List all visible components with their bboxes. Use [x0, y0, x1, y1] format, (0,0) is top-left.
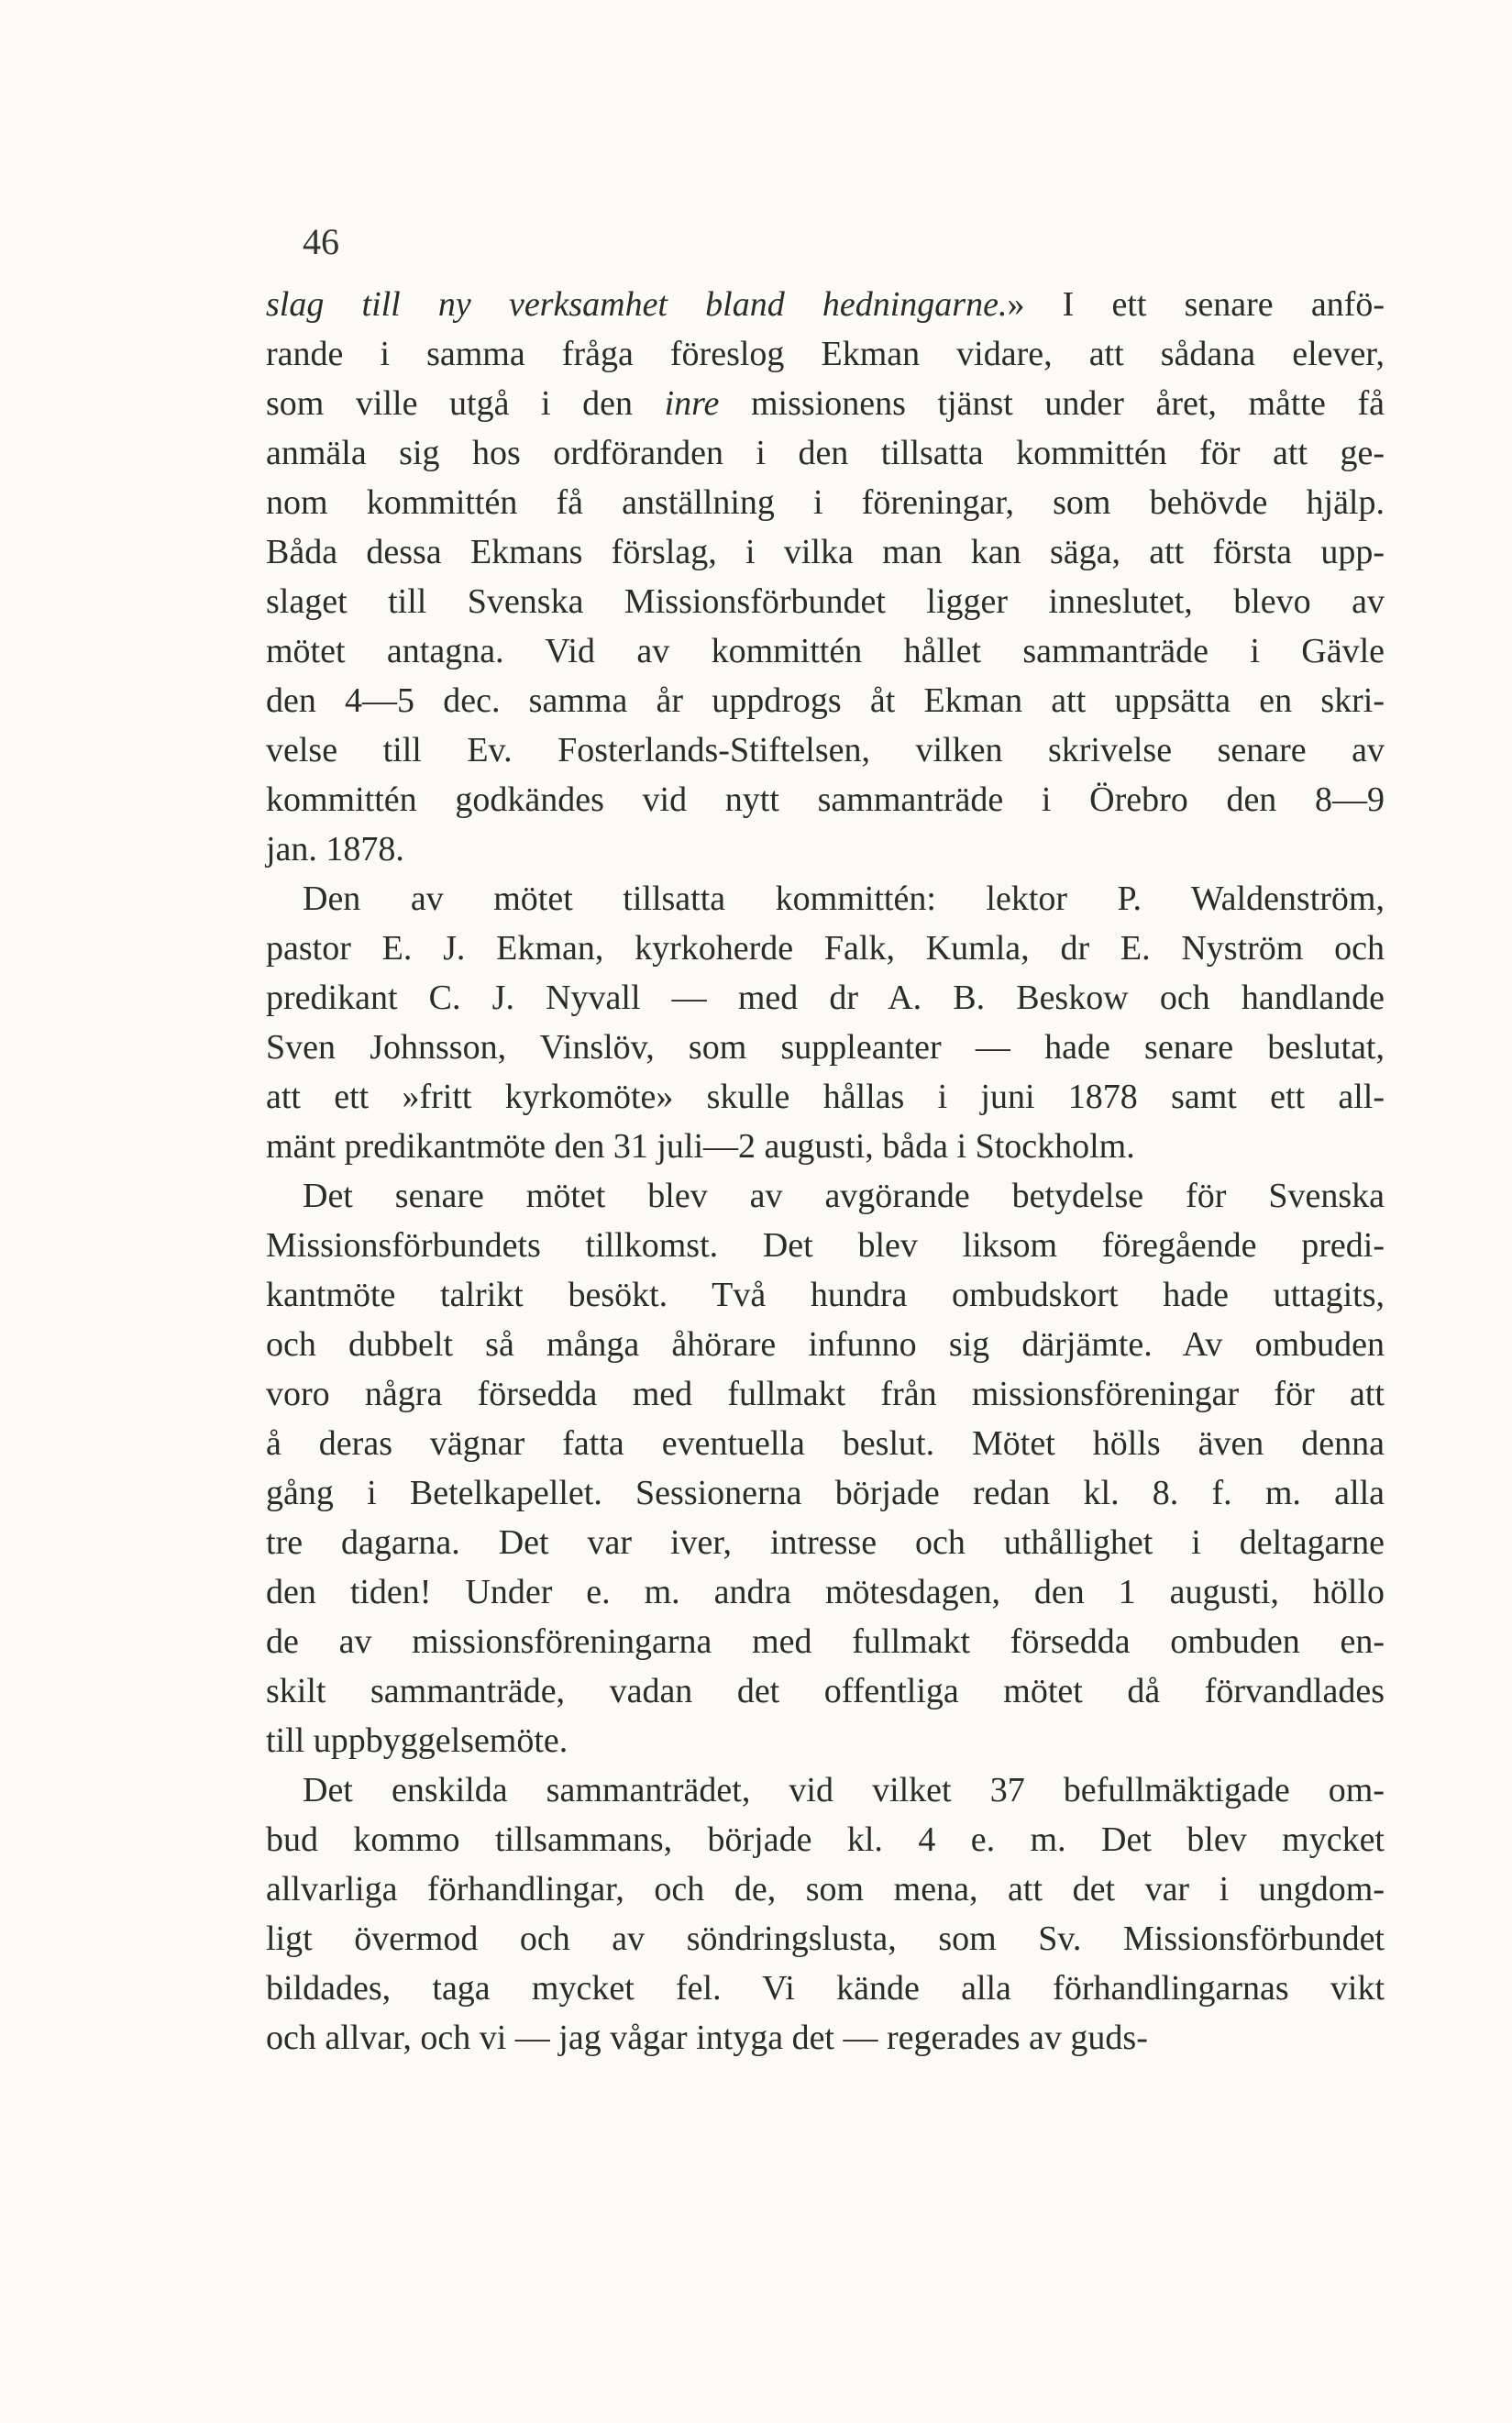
- text-line: [266, 824, 1385, 874]
- italic-text: inre: [664, 384, 720, 423]
- text-line: [266, 379, 1385, 428]
- text-line: [266, 1666, 1385, 1716]
- page-number: 46: [303, 221, 339, 262]
- text-line: [266, 1567, 1385, 1617]
- text-run: missionens tjänst under året, måtte få: [719, 384, 1385, 423]
- text-line: [266, 280, 1385, 329]
- paragraph: [266, 1765, 1385, 2063]
- text-run: å deras vägnar fatta eventuella beslut. Mötet hölls även denna: [266, 1424, 1385, 1463]
- text-run: mänt predikantmöte den 31 juli—2 augusti, båda i Stockholm.: [266, 1127, 1135, 1166]
- text-run: tre dagarna. Det var iver, intresse och uthållighet i deltagarne: [266, 1523, 1385, 1562]
- text-line: [266, 1815, 1385, 1864]
- text-run: kommittén godkändes vid nytt sammanträde i Örebro den 8—9: [266, 780, 1385, 819]
- text-run: jan. 1878.: [266, 830, 404, 869]
- text-run: gång i Betelkapellet. Sessionerna började redan kl. 8. f. m. alla: [266, 1474, 1385, 1512]
- text-line: [266, 676, 1385, 725]
- text-run: bildades, taga mycket fel. Vi kände alla förhandlingarnas vikt: [266, 1969, 1385, 2008]
- body-text: [266, 280, 1385, 2063]
- text-run: den 4—5 dec. samma år uppdrogs åt Ekman att uppsätta en skri-: [266, 681, 1385, 720]
- text-line: [266, 1270, 1385, 1320]
- text-line: [266, 2013, 1385, 2063]
- text-line: [266, 775, 1385, 824]
- text-line: [266, 527, 1385, 577]
- text-line: [266, 577, 1385, 626]
- text-run: Båda dessa Ekmans förslag, i vilka man kan säga, att första upp-: [266, 533, 1385, 571]
- text-line: [266, 1122, 1385, 1171]
- text-run: predikant C. J. Nyvall — med dr A. B. Beskow och handlande: [266, 979, 1385, 1017]
- text-line: [266, 428, 1385, 478]
- text-run: bud kommo tillsammans, började kl. 4 e. m. Det blev mycket: [266, 1820, 1385, 1859]
- text-line: [266, 1914, 1385, 1964]
- text-run: mötet antagna. Vid av kommittén hållet sammanträde i Gävle: [266, 632, 1385, 670]
- text-line: [266, 1864, 1385, 1914]
- text-line: [266, 1320, 1385, 1369]
- text-line: [266, 1617, 1385, 1666]
- text-line: [266, 1765, 1385, 1815]
- text-run: kantmöte talrikt besökt. Två hundra ombudskort hade uttagits,: [266, 1276, 1385, 1314]
- text-line: [266, 725, 1385, 775]
- text-run: anmäla sig hos ordföranden i den tillsatta kommittén för att ge-: [266, 434, 1385, 472]
- text-run: som ville utgå i den: [266, 384, 665, 423]
- text-run: att ett »fritt kyrkomöte» skulle hållas i juni 1878 samt ett all-: [266, 1078, 1385, 1116]
- text-line: [266, 1171, 1385, 1221]
- italic-text: slag till ny verksamhet bland hedningarne.: [266, 285, 1008, 324]
- text-line: [266, 1369, 1385, 1419]
- text-run: allvarliga förhandlingar, och de, som mena, att det var i ungdom-: [266, 1870, 1385, 1909]
- text-run: den tiden! Under e. m. andra mötesdagen, den 1 augusti, höllo: [266, 1573, 1385, 1611]
- text-run: de av missionsföreningarna med fullmakt försedda ombuden en-: [266, 1622, 1385, 1661]
- text-run: till uppbyggelsemöte.: [266, 1721, 568, 1760]
- text-run: skilt sammanträde, vadan det offentliga mötet då förvandlades: [266, 1672, 1385, 1710]
- paragraph: [266, 280, 1385, 874]
- text-run: Sven Johnsson, Vinslöv, som suppleanter — hade senare beslutat,: [266, 1028, 1385, 1067]
- text-line: [266, 1716, 1385, 1765]
- text-line: [266, 924, 1385, 973]
- text-run: rande i samma fråga föreslog Ekman vidare, att sådana elever,: [266, 335, 1385, 373]
- text-run: velse till Ev. Fosterlands-Stiftelsen, vilken skrivelse senare av: [266, 731, 1385, 769]
- text-line: [266, 1419, 1385, 1468]
- text-line: [266, 478, 1385, 527]
- text-run: slaget till Svenska Missionsförbundet ligger inneslutet, blevo av: [266, 582, 1385, 621]
- text-run: nom kommittén få anställning i föreningar, som behövde hjälp.: [266, 483, 1385, 522]
- text-line: [266, 973, 1385, 1023]
- text-run: » I ett senare anfö-: [1007, 285, 1385, 324]
- text-line: [266, 1468, 1385, 1518]
- text-run: pastor E. J. Ekman, kyrkoherde Falk, Kumla, dr E. Nyström och: [266, 929, 1385, 968]
- text-run: Den av mötet tillsatta kommittén: lektor P. Waldenström,: [303, 880, 1385, 918]
- paragraph: [266, 874, 1385, 1171]
- text-run: och dubbelt så många åhörare infunno sig därjämte. Av ombuden: [266, 1325, 1385, 1364]
- text-run: voro några försedda med fullmakt från missionsföreningar för att: [266, 1375, 1385, 1413]
- text-line: [266, 1023, 1385, 1072]
- text-line: [266, 1964, 1385, 2013]
- text-line: [266, 626, 1385, 676]
- text-line: [266, 329, 1385, 379]
- text-run: och allvar, och vi — jag vågar intyga det — regerades av guds-: [266, 2019, 1148, 2057]
- text-run: Det enskilda sammanträdet, vid vilket 37 befullmäktigade om-: [303, 1771, 1385, 1809]
- text-line: [266, 1518, 1385, 1567]
- text-run: Missionsförbundets tillkomst. Det blev liksom föregående predi-: [266, 1226, 1385, 1265]
- paragraph: [266, 1171, 1385, 1765]
- text-run: Det senare mötet blev av avgörande betydelse för Svenska: [303, 1177, 1385, 1215]
- text-line: [266, 1072, 1385, 1122]
- text-line: [266, 1221, 1385, 1270]
- text-line: [266, 874, 1385, 924]
- text-run: ligt övermod och av söndringslusta, som Sv. Missionsförbundet: [266, 1920, 1385, 1958]
